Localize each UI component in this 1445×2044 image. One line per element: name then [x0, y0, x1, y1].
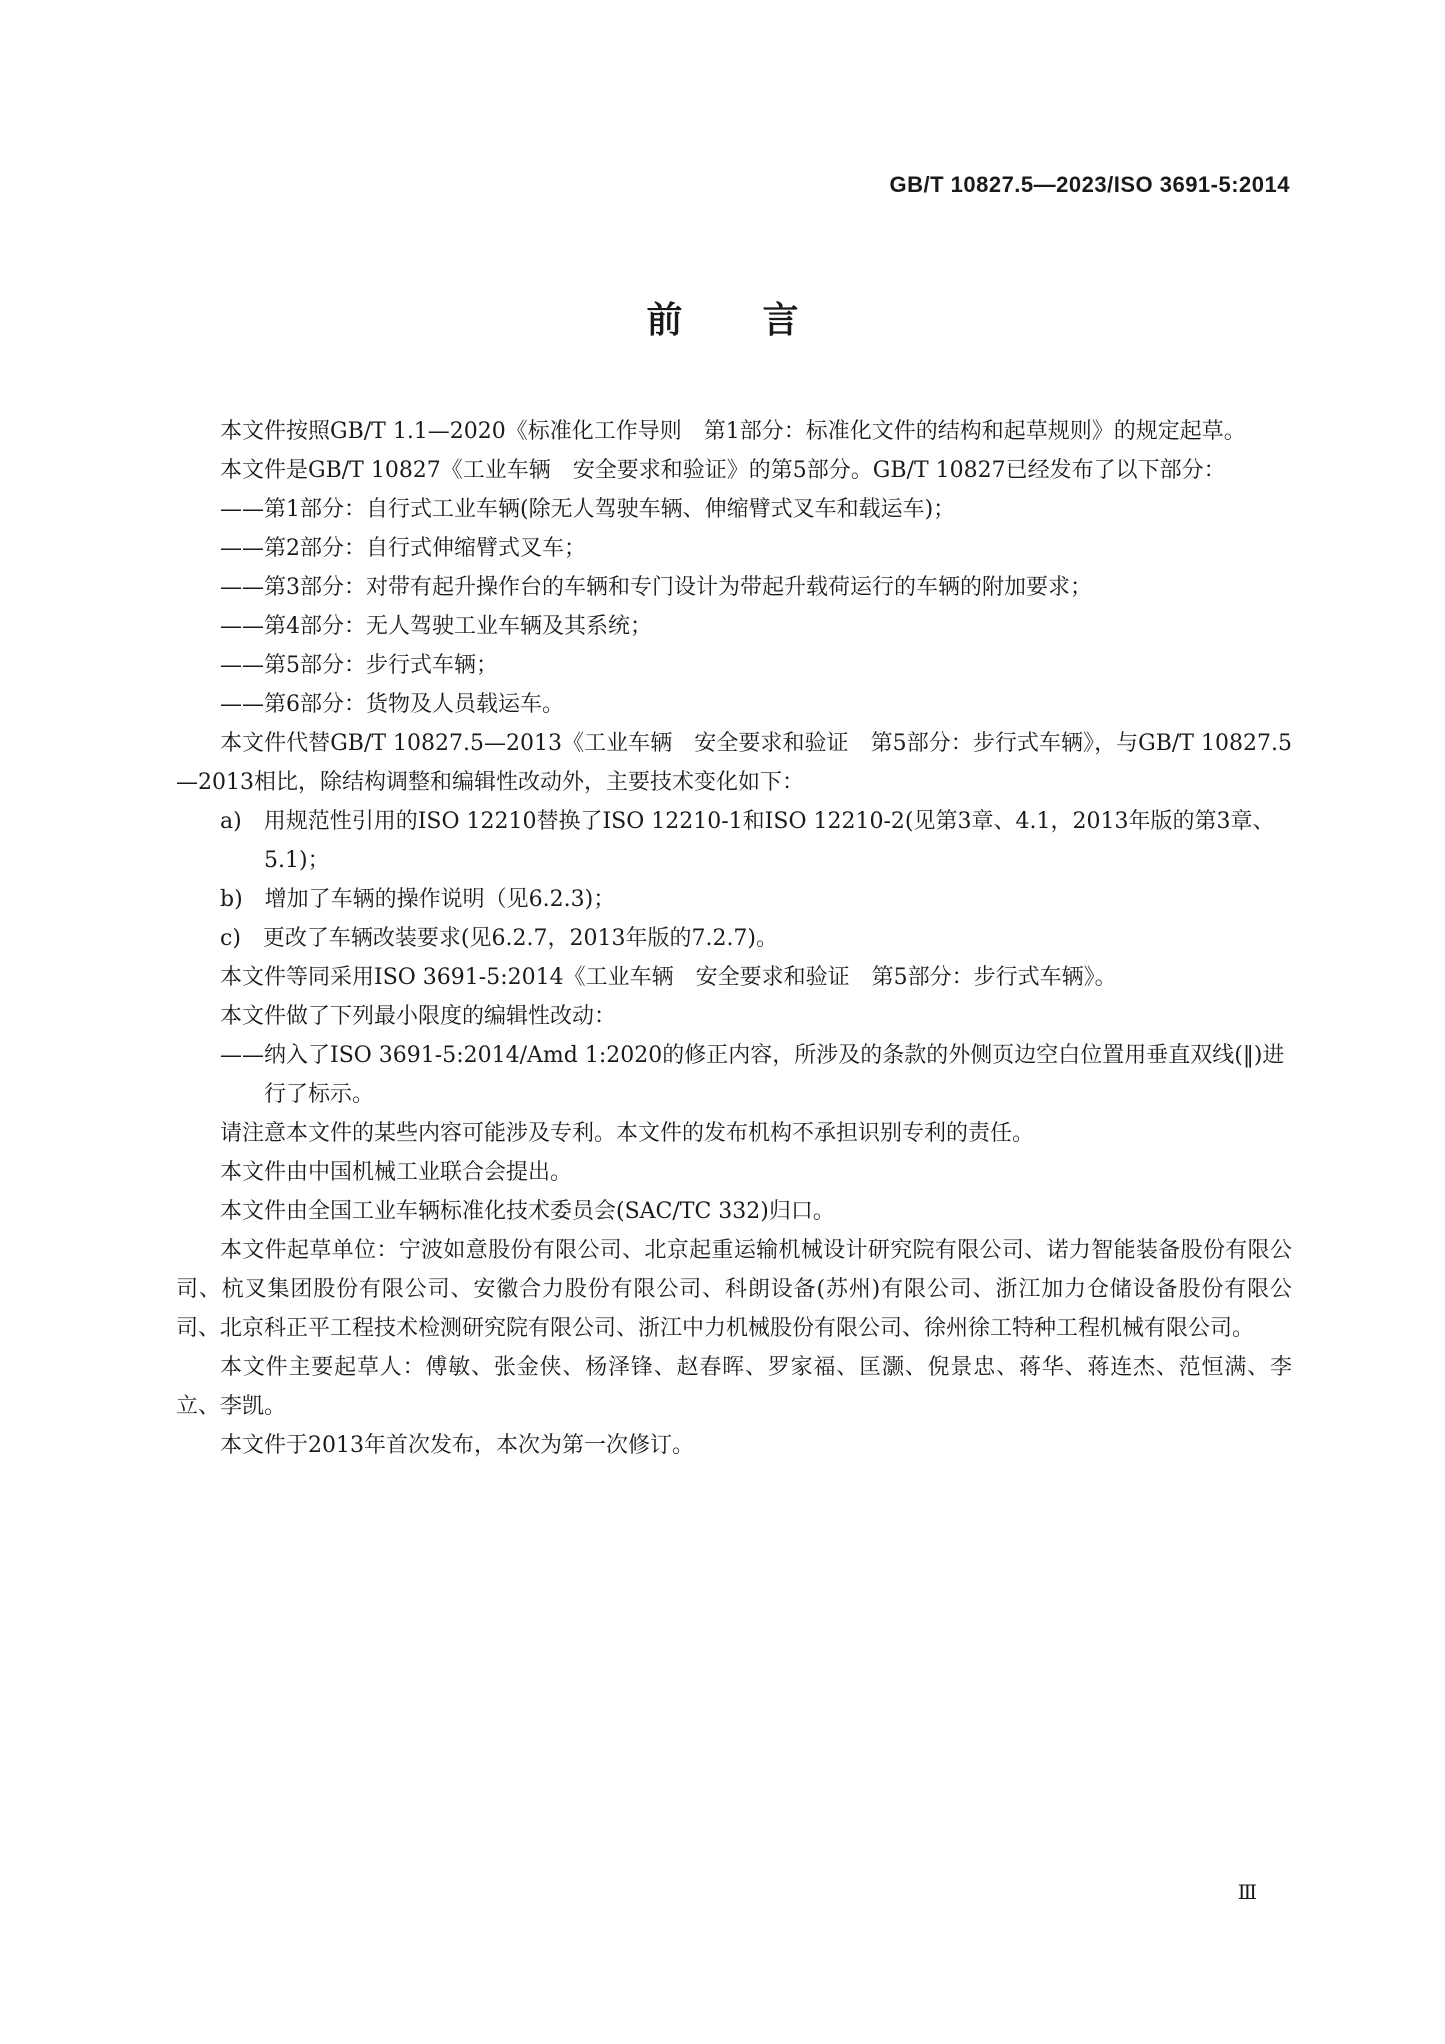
paragraph-replacement: 本文件代替GB/T 10827.5—2013《工业车辆 安全要求和验证 第5部分：步行式车辆》，与GB/T 10827.5—2013相比，除结构调整和编辑性改动外，主要技术变化如下： [176, 731, 1292, 795]
paragraph-proposer: 本文件由中国机械工业联合会提出。 [220, 1160, 573, 1185]
page-number: Ⅲ [1237, 1880, 1257, 1904]
list-item-part-5: ——第5部分：步行式车辆； [220, 653, 498, 678]
document-body [176, 412, 1292, 1465]
standard-number: GB/T 10827.5—2023/ISO 3691-5:2014 [889, 172, 1290, 197]
page-title: 前言 [646, 300, 879, 341]
list-item-change-c: c) 更改了车辆改装要求(见6.2.7，2013年版的7.2.7)。 [220, 926, 779, 951]
paragraph-series-info: 本文件是GB/T 10827《工业车辆 安全要求和验证》的第5部分。GB/T 10827已经发布了以下部分： [220, 458, 1226, 483]
paragraph-equivalence: 本文件等同采用ISO 3691-5:2014《工业车辆 安全要求和验证 第5部分：步行式车辆》。 [220, 965, 1117, 990]
list-item-part-6: ——第6部分：货物及人员载运车。 [220, 692, 564, 717]
list-item-editorial: ——纳入了ISO 3691-5:2014/Amd 1:2020的修正内容，所涉及的条款的外侧页边空白位置用垂直双线(‖)进行了标示。 [220, 1043, 1285, 1107]
list-item-change-a: a) 用规范性引用的ISO 12210替换了ISO 12210-1和ISO 12210-2(见第3章、4.1，2013年版的第3章、5.1)； [220, 809, 1275, 873]
list-item-part-3: ——第3部分：对带有起升操作台的车辆和专门设计为带起升载荷运行的车辆的附加要求； [220, 575, 1092, 600]
list-item-part-4: ——第4部分：无人驾驶工业车辆及其系统； [220, 614, 652, 639]
paragraph-drafters: 本文件主要起草人：傅敏、张金侠、杨泽锋、赵春晖、罗家福、匡灏、倪景忠、蒋华、蒋连杰、范恒满、李立、李凯。 [176, 1355, 1292, 1419]
paragraph-patent-notice: 请注意本文件的某些内容可能涉及专利。本文件的发布机构不承担识别专利的责任。 [220, 1121, 1035, 1146]
paragraph-technical-committee: 本文件由全国工业车辆标准化技术委员会(SAC/TC 332)归口。 [220, 1199, 835, 1224]
paragraph-drafting-units: 本文件起草单位：宁波如意股份有限公司、北京起重运输机械设计研究院有限公司、诺力智能装备股份有限公司、杭叉集团股份有限公司、安徽合力股份有限公司、科朗设备(苏州)有限公司、浙江加力仓储设备股份有限公司、北京科正平工程技术检测研究院有限公司、浙江中力机械股份有限公司、徐州徐工特种工程机械有限公司。 [176, 1238, 1292, 1341]
paragraph-drafting-rules: 本文件按照GB/T 1.1—2020《标准化工作导则 第1部分：标准化文件的结构和起草规则》的规定起草。 [220, 419, 1246, 444]
paragraph-editorial-changes: 本文件做了下列最小限度的编辑性改动： [220, 1004, 617, 1029]
list-item-change-b: b) 增加了车辆的操作说明（见6.2.3)； [220, 887, 616, 912]
paragraph-revision-history: 本文件于2013年首次发布，本次为第一次修订。 [220, 1433, 694, 1458]
list-item-part-2: ——第2部分：自行式伸缩臂式叉车； [220, 536, 586, 561]
list-item-part-1: ——第1部分：自行式工业车辆(除无人驾驶车辆、伸缩臂式叉车和载运车)； [220, 497, 956, 522]
